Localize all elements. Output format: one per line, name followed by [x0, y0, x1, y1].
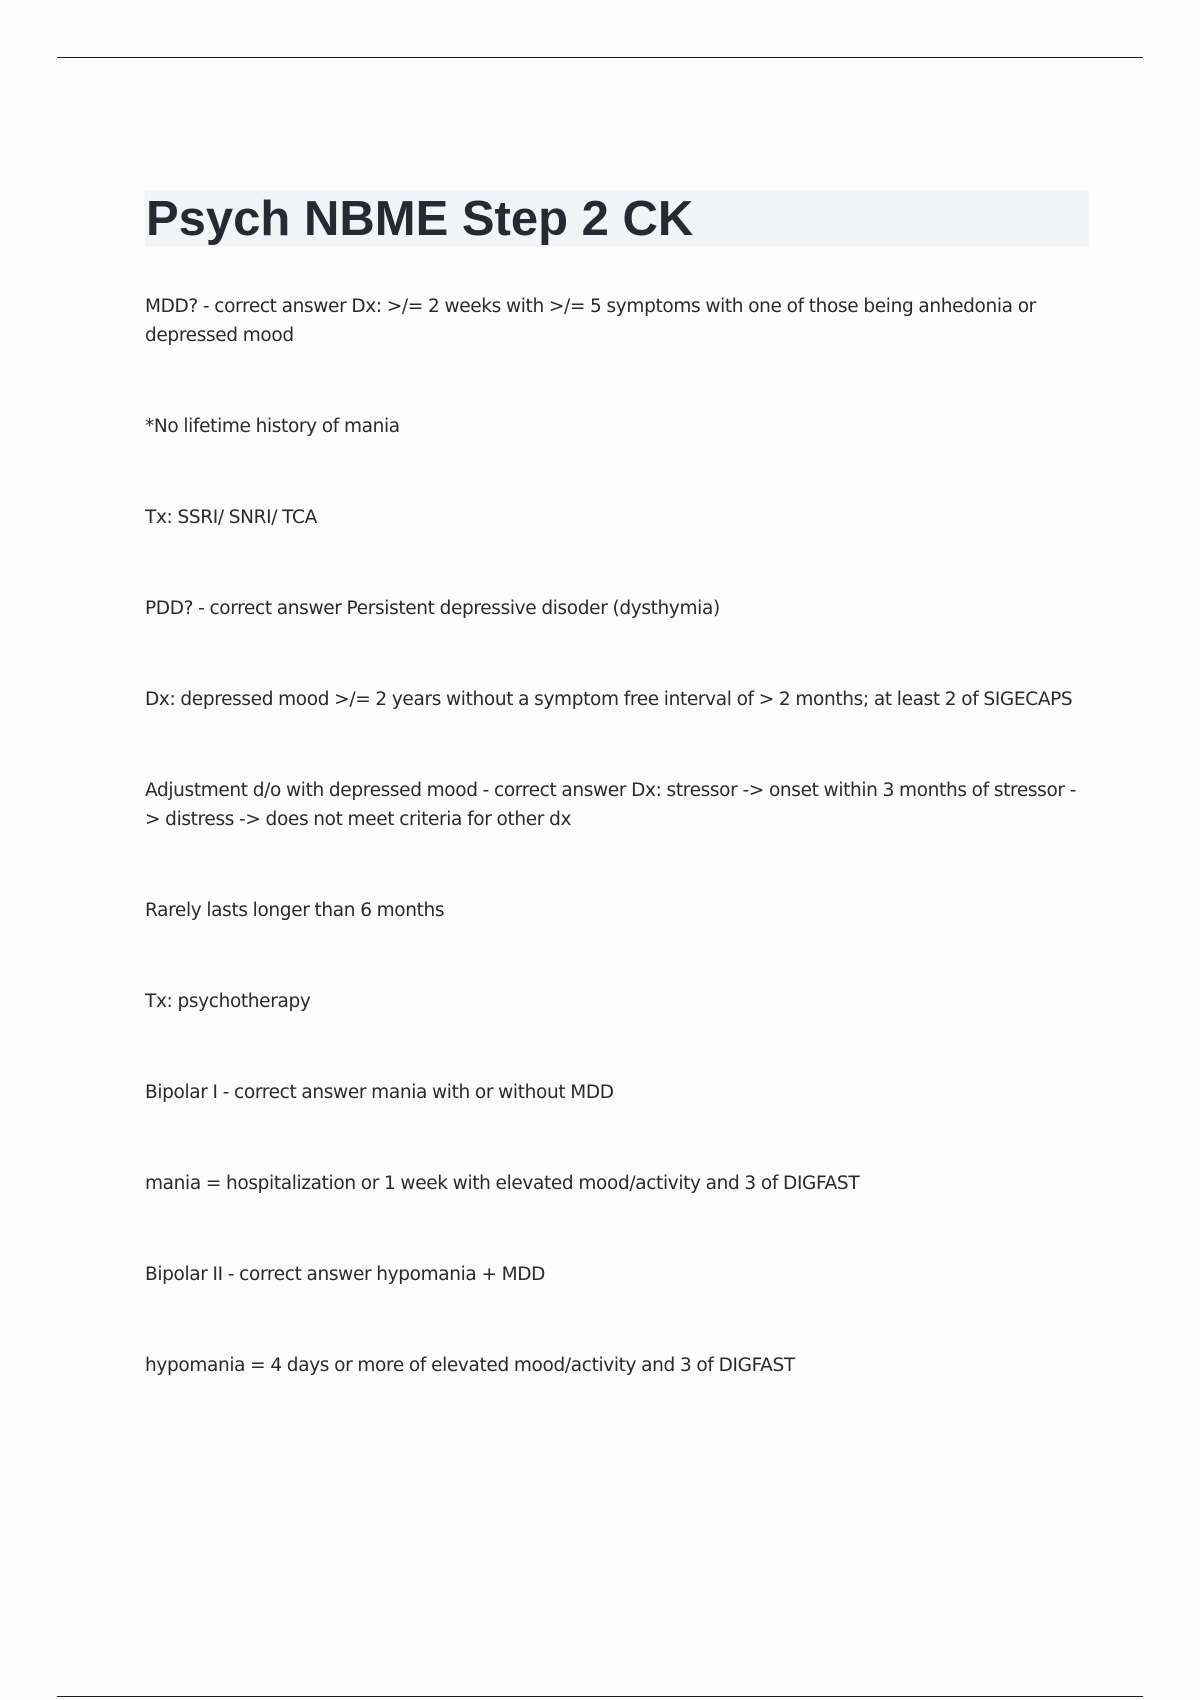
page-title: Psych NBME Step 2 CK	[146, 192, 694, 246]
paragraph-mania-def: mania = hospitalization or 1 week with elevated mood/activity and 3 of DIGFAST	[145, 1173, 860, 1194]
paragraph-mdd: MDD? - correct answer Dx: >/= 2 weeks with >/= 5 symptoms with one of those being anhedonia or depressed mood	[145, 296, 1036, 346]
paragraph-pdd-dx: Dx: depressed mood >/= 2 years without a symptom free interval of > 2 months; at least 2 of SIGECAPS	[145, 689, 1073, 710]
paragraph-bipolar-2: Bipolar II - correct answer hypomania + MDD	[145, 1264, 546, 1285]
document-body	[145, 292, 1089, 1442]
paragraph-adjustment-tx: Tx: psychotherapy	[145, 991, 311, 1012]
paragraph-hypomania-def: hypomania = 4 days or more of elevated mood/activity and 3 of DIGFAST	[145, 1355, 795, 1376]
paragraph-pdd: PDD? - correct answer Persistent depressive disoder (dysthymia)	[145, 598, 720, 619]
top-rule	[57, 57, 1143, 58]
paragraph-adjustment: Adjustment d/o with depressed mood - correct answer Dx: stressor -> onset within 3 months of stressor -> distress -> does not meet criteria for other dx	[145, 780, 1077, 830]
paragraph-mdd-note: *No lifetime history of mania	[145, 416, 400, 437]
paragraph-mdd-tx: Tx: SSRI/ SNRI/ TCA	[145, 507, 317, 528]
paragraph-adjustment-duration: Rarely lasts longer than 6 months	[145, 900, 445, 921]
paragraph-bipolar-1: Bipolar I - correct answer mania with or without MDD	[145, 1082, 614, 1103]
bottom-rule	[57, 1696, 1143, 1697]
